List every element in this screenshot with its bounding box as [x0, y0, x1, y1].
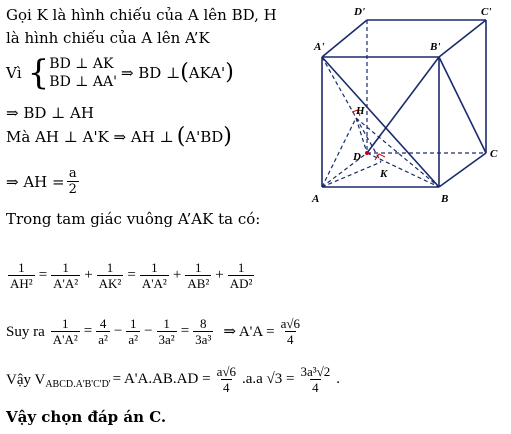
eq2-frac-2: $\frac{4}{\text{a²}}$	[98, 316, 108, 347]
line-2: là hình chiếu của A lên A’K	[6, 29, 210, 47]
label-a: A	[312, 193, 320, 205]
eq2-frac-1: $\frac{1}{\text{A'A²}}$	[52, 316, 78, 347]
vay-v-label: Vậy V	[6, 371, 46, 388]
suy-ra-label: Suy ra	[6, 323, 45, 340]
equation-3: Vậy V $_{ABCD.A'B'C'D'}$ = A'A.AB.AD = $\frac{a√6}{4}$ .a.a √3 = $\frac{\text{3a³√2}}{4}$ .	[6, 364, 341, 395]
eq1-frac-6: $\frac{1}{\text{AD²}}$	[229, 260, 253, 291]
condition-2: BD ⊥ AA'	[49, 74, 117, 90]
eq1-frac-2: $\frac{1}{\text{A'A²}}$	[53, 260, 79, 291]
eq3-frac-2: $\frac{\text{3a³√2}}{4}$	[300, 364, 331, 395]
line-1: Gọi K là hình chiếu của A lên BD, H	[6, 6, 277, 24]
point-d-marker	[365, 151, 369, 155]
label-a1: A'	[314, 41, 325, 53]
condition-1: BD ⊥ AK	[49, 56, 114, 72]
eq2-result-prefix: ⇒ A'A =	[223, 324, 275, 340]
eq1-frac-1: $\frac{1}{\text{AH²}}$	[10, 260, 33, 291]
label-k: K	[380, 168, 388, 180]
volume-middle: = A'A.AB.AD =	[112, 371, 211, 387]
eq3-frac-1: $\frac{a√6}{4}$	[216, 364, 236, 395]
equation-2: Suy ra $\frac{1}{\text{A'A²}}$ = $\frac{4}{\text{a²}}$ − $\frac{1}{\text{a²}}$ − $\frac{1}{\text{3a²}}$ = $\frac{8}{\text{3a³}}$ ⇒ A'A = $\frac{a√6}{4}$	[6, 316, 300, 347]
line-7: Trong tam giác vuông A’AK ta có:	[6, 210, 261, 228]
eq1-frac-3: $\frac{1}{\text{AK²}}$	[98, 260, 122, 291]
eq1-frac-4: $\frac{1}{\text{A'A²}}$	[141, 260, 167, 291]
line-6	[6, 166, 81, 197]
label-h: H	[356, 105, 365, 117]
eq3-middle: .a.a √3 =	[241, 371, 295, 387]
label-c1: C'	[481, 6, 492, 18]
vi-label: Vì	[6, 64, 22, 82]
final-answer: Vậy chọn đáp án C.	[6, 408, 167, 426]
ah-fraction: $\frac{a}{2}$	[68, 166, 77, 197]
line-5: Mà AH ⊥ A'K ⇒ AH ⊥ ( A'BD )	[6, 124, 232, 149]
eq2-frac-5: $\frac{8}{\text{3a³}}$	[195, 316, 212, 347]
line-3-system: Vì { BD ⊥ AK BD ⊥ AA' ⇒ BD ⊥ ( AKA' )	[6, 53, 234, 93]
label-d: D	[353, 151, 361, 163]
eq2-frac-3: $\frac{1}{\text{a²}}$	[128, 316, 139, 347]
ah-prefix: ⇒ AH =	[6, 172, 65, 191]
condition-system	[49, 55, 117, 91]
label-d1: D'	[354, 6, 365, 18]
plane-abd: A'BD	[185, 128, 224, 146]
eq2-frac-4: $\frac{1}{\text{3a²}}$	[158, 316, 175, 347]
solid-edges	[322, 20, 486, 187]
label-b: B	[441, 193, 449, 205]
eq2-result-frac: $\frac{a√6}{4}$	[280, 316, 300, 347]
line-4: ⇒ BD ⊥ AH	[6, 104, 94, 122]
cube-figure	[300, 0, 511, 210]
plane-aka: AKA'	[188, 64, 226, 82]
label-b1: B'	[430, 41, 441, 53]
left-brace: {	[27, 53, 50, 93]
label-c: C	[490, 148, 498, 160]
implies-bd-perp: ⇒ BD ⊥	[120, 64, 181, 82]
eq1-frac-5: $\frac{1}{\text{AB²}}$	[187, 260, 210, 291]
volume-subscript: ABCD.A'B'C'D'	[45, 379, 111, 390]
ma-statement: Mà AH ⊥ A'K ⇒ AH ⊥	[6, 128, 174, 146]
equation-1: $\frac{1}{\text{AH²}}$ = $\frac{1}{\text{A'A²}}$ + $\frac{1}{\text{AK²}}$ = $\frac{1}{\text{A'A²}}$ + $\frac{1}{\text{AB²}}$ + $\frac{1}{\text{AD²}}$	[10, 260, 253, 291]
